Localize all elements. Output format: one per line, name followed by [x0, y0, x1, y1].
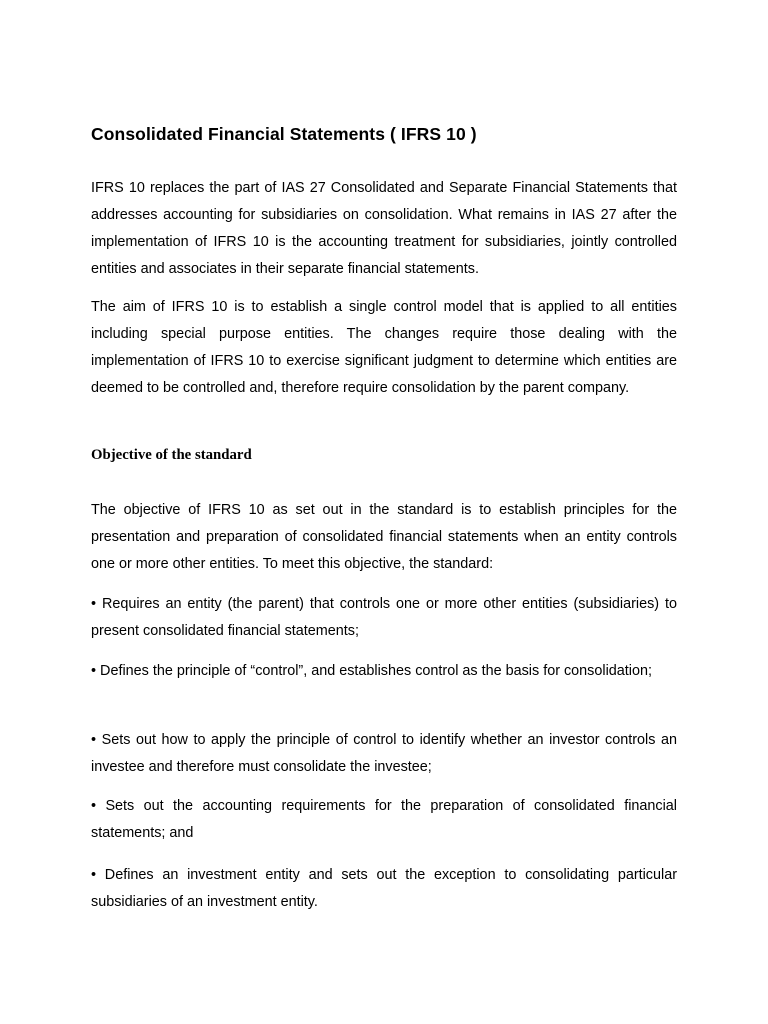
bullet-text: Requires an entity (the parent) that controls one or more other entities (subsidiaries) to present consolidated financial statements;	[91, 596, 677, 639]
bullet-item-3	[91, 727, 677, 781]
bullet-item-2	[91, 658, 677, 685]
document-title: Consolidated Financial Statements ( IFRS 10 )	[91, 124, 477, 144]
bullet-text: Defines the principle of “control”, and establishes control as the basis for consolidation;	[100, 663, 652, 679]
bullet-icon: •	[91, 663, 97, 679]
bullet-icon: •	[91, 867, 97, 883]
bullet-icon: •	[91, 596, 97, 612]
bullet-item-1	[91, 591, 677, 645]
bullet-text: Sets out how to apply the principle of control to identify whether an investor controls an investee and therefore must consolidate the investee;	[91, 732, 677, 775]
intro-paragraph-1: IFRS 10 replaces the part of IAS 27 Consolidated and Separate Financial Statements that addresses accounting for subsidiaries on consolidation. What remains in IAS 27 after the implementation of IFRS 10 is the accounting treatment for subsidiaries, jointly controlled entities and associates in their separate financial statements.	[91, 180, 677, 277]
bullet-text: Defines an investment entity and sets out the exception to consolidating particular subsidiaries of an investment entity.	[91, 867, 677, 910]
objective-paragraph: The objective of IFRS 10 as set out in the standard is to establish principles for the presentation and preparation of consolidated financial statements when an entity controls one or more other entities. To meet this objective, the standard:	[91, 502, 677, 572]
bullet-icon: •	[91, 798, 97, 814]
bullet-item-4	[91, 793, 677, 847]
bullet-text: Sets out the accounting requirements for the preparation of consolidated financial statements; and	[91, 798, 678, 841]
bullet-icon: •	[91, 732, 97, 748]
bullet-item-5	[91, 862, 677, 916]
section-heading: Objective of the standard	[91, 447, 252, 463]
intro-paragraph-2: The aim of IFRS 10 is to establish a single control model that is applied to all entities including special purpose entities. The changes require those dealing with the implementation of IFRS 10 to exercise significant judgment to determine which entities are deemed to be controlled and, therefore require consolidation by the parent company.	[91, 299, 677, 396]
